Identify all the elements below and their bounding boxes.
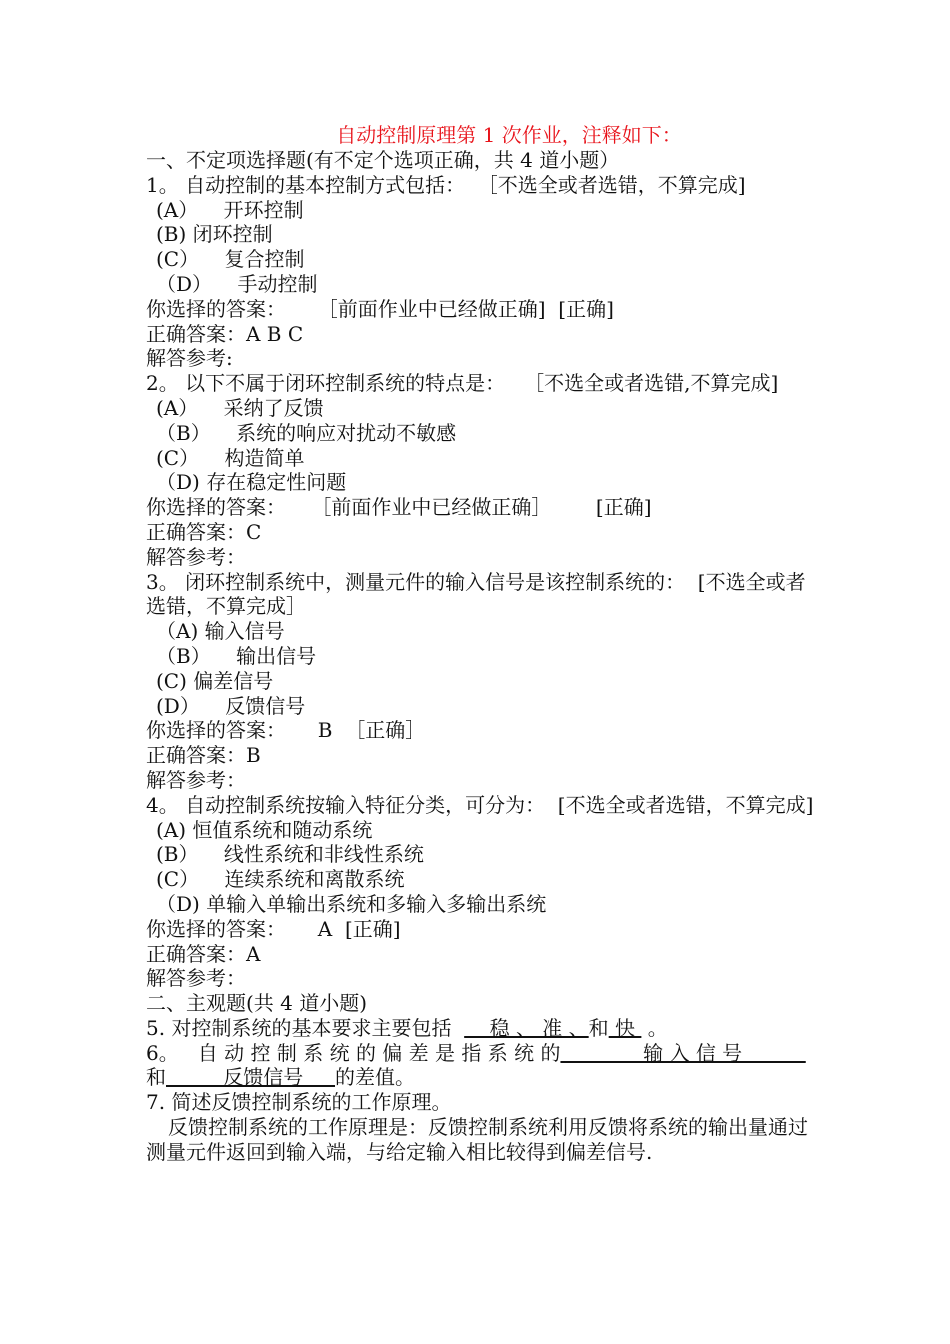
question-stem: 2。 以下不属于闭环控制系统的特点是： ［不选全或者选错,不算完成]: [146, 371, 779, 396]
option-a: (A) 恒值系统和随动系统: [156, 817, 373, 842]
question-stem: 3。 闭环控制系统中，测量元件的输入信号是该控制系统的： [不选全或者选错，不算完成］: [146, 569, 806, 619]
question-6-end: 的差值。: [335, 1065, 416, 1090]
option-a: （A) 输入信号: [156, 619, 285, 644]
your-answer: 你选择的答案： ［前面作业中已经做正确] [正确]: [146, 296, 614, 321]
question-6-blank-2: 反馈信号: [166, 1065, 336, 1090]
answer-reference: 解答参考：: [146, 767, 246, 792]
question-5: [146, 1016, 814, 1041]
option-b: (B） 线性系统和非线性系统: [156, 842, 424, 867]
question-6-blank-1: 输 入 信 号: [560, 1040, 806, 1065]
answer-reference: 解答参考：: [146, 544, 246, 569]
question-2: [146, 371, 814, 569]
option-a: (A） 采纳了反馈: [156, 395, 324, 420]
document-body: [146, 122, 814, 1165]
question-6-conjunction: 和: [146, 1065, 166, 1090]
question-1: [146, 173, 814, 371]
question-7-answer: 反馈控制系统的工作原理是：反馈控制系统利用反馈将系统的输出量通过测量元件返回到输入端，与给定输入相比较得到偏差信号.: [146, 1115, 808, 1164]
your-answer: 你选择的答案： B ［正确］: [146, 718, 426, 743]
option-c: (C） 构造简单: [156, 445, 305, 470]
option-c: (C） 连续系统和离散系统: [156, 867, 405, 892]
section-heading-multiple-choice: 一、不定项选择题(有不定个选项正确，共 4 道小题）: [146, 148, 620, 172]
correct-answer: 正确答案：C: [146, 519, 262, 544]
correct-answer: 正确答案：A B C: [146, 321, 304, 346]
question-4: [146, 793, 814, 991]
question-5-end: 。: [641, 1015, 668, 1040]
correct-answer: 正确答案：A: [146, 941, 261, 966]
question-stem: 4。 自动控制系统按输入特征分类，可分为： [不选全或者选错，不算完成]: [146, 792, 814, 817]
your-answer: 你选择的答案： ［前面作业中已经做正确］ [正确]: [146, 495, 652, 520]
question-5-stem: 5. 对控制系统的基本要求主要包括: [146, 1015, 465, 1040]
document-title: 自动控制原理第 1 次作业，注释如下：: [336, 123, 682, 147]
option-c: (C） 复合控制: [156, 247, 305, 272]
question-7-stem: 7. 简述反馈控制系统的工作原理。: [146, 1090, 452, 1115]
question-6-stem: 6。 自 动 控 制 系 统 的 偏 差 是 指 系 统 的: [146, 1040, 561, 1065]
option-d: （D） 手动控制: [156, 271, 318, 296]
option-b: （B） 系统的响应对扰动不敏感: [156, 420, 457, 445]
correct-answer: 正确答案：B: [146, 743, 261, 768]
answer-reference: 解答参考：: [146, 966, 246, 991]
option-d: （D) 存在稳定性问题: [156, 470, 347, 495]
option-d: （D) 单输入单输出系统和多输入多输出系统: [156, 891, 547, 916]
question-5-blank-2: 快: [608, 1015, 642, 1040]
question-5-conjunction: 和: [588, 1015, 609, 1040]
option-d: (D） 反馈信号: [156, 693, 306, 718]
option-a: (A） 开环控制: [156, 197, 304, 222]
question-6: [146, 1041, 814, 1091]
question-stem: 1。 自动控制的基本控制方式包括： ［不选全或者选错，不算完成]: [146, 172, 746, 197]
option-b: （B） 输出信号: [156, 643, 317, 668]
question-3: [146, 570, 814, 793]
question-5-blank-1: 稳 、 准 、: [464, 1015, 589, 1040]
option-b: (B) 闭环控制: [156, 222, 273, 247]
option-c: (C) 偏差信号: [156, 668, 274, 693]
answer-reference: 解答参考:: [146, 346, 233, 371]
section-heading-subjective: 二、主观题(共 4 道小题): [146, 991, 368, 1016]
your-answer: 你选择的答案： A [正确]: [146, 916, 401, 941]
